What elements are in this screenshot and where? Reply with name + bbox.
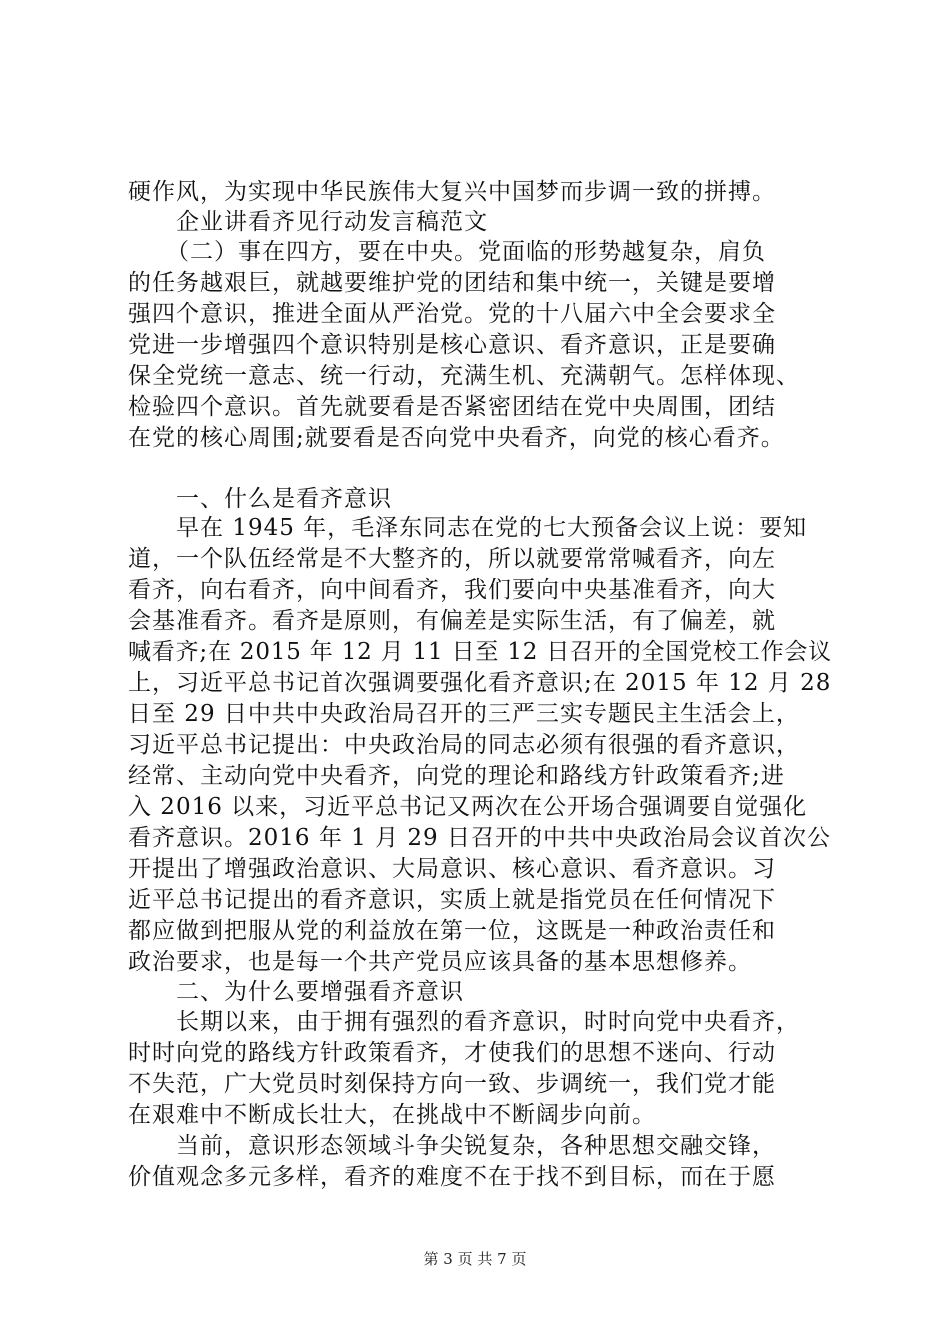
text-line: 政治要求，也是每一个共产党员应该具备的基本思想修养。 xyxy=(128,949,752,975)
text-line: 时时向党的路线方针政策看齐，才使我们的思想不迷向、行动 xyxy=(128,1040,776,1066)
text-line: 道，一个队伍经常是不大整齐的，所以就要常常喊看齐，向左 xyxy=(128,546,776,572)
text-line: 价值观念多元多样，看齐的难度不在于找不到目标，而在于愿 xyxy=(128,1164,776,1190)
text-line: 经常、主动向党中央看齐，向党的理论和路线方针政策看齐;进 xyxy=(128,763,785,789)
text-line: 在艰难中不断成长壮大，在挑战中不断阔步向前。 xyxy=(128,1102,656,1128)
text-line: 硬作风，为实现中华民族伟大复兴中国梦而步调一致的拼搏。 xyxy=(128,179,776,205)
text-line: 早在 1945 年，毛泽东同志在党的七大预备会议上说：要知 xyxy=(176,515,808,541)
text-line: 长期以来，由于拥有强烈的看齐意识，时时向党中央看齐， xyxy=(176,1009,800,1035)
text-line: 日至 29 日中共中央政治局召开的三严三实专题民主生活会上， xyxy=(128,701,800,727)
text-line: 的任务越艰巨，就越要维护党的团结和集中统一，关键是要增 xyxy=(128,270,776,296)
section-heading: 企业讲看齐见行动发言稿范文 xyxy=(176,209,488,235)
page-number-footer: 第 3 页 共 7 页 xyxy=(423,1250,527,1268)
text-line: 看齐，向右看齐，向中间看齐，我们要向中央基准看齐，向大 xyxy=(128,577,776,603)
text-line: 检验四个意识。首先就要看是否紧密团结在党中央周围，团结 xyxy=(128,394,776,420)
text-line: 党进一步增强四个意识特别是核心意识、看齐意识，正是要确 xyxy=(128,332,776,358)
text-line: 入 2016 以来，习近平总书记又两次在公开场合强调要自觉强化 xyxy=(128,794,808,820)
text-line: 看齐意识。2016 年 1 月 29 日召开的中共中央政治局会议首次公 xyxy=(128,825,831,851)
text-line: 保全党统一意志、统一行动，充满生机、充满朝气。怎样体现、 xyxy=(128,363,800,389)
text-line: 开提出了增强政治意识、大局意识、核心意识、看齐意识。习 xyxy=(128,856,776,882)
text-line: 不失范，广大党员时刻保持方向一致、步调统一，我们党才能 xyxy=(128,1071,776,1097)
text-line: 习近平总书记提出：中央政治局的同志必须有很强的看齐意识， xyxy=(128,732,800,758)
text-line: 上，习近平总书记首次强调要强化看齐意识;在 2015 年 12 月 28 xyxy=(128,670,832,696)
text-line: （二）事在四方，要在中央。党面临的形势越复杂，肩负 xyxy=(166,239,766,265)
section-heading: 一、什么是看齐意识 xyxy=(176,486,392,512)
text-line: 都应做到把服从党的利益放在第一位，这既是一种政治责任和 xyxy=(128,918,776,944)
text-line: 在党的核心周围;就要看是否向党中央看齐，向党的核心看齐。 xyxy=(128,425,785,451)
text-line: 当前，意识形态领域斗争尖锐复杂，各种思想交融交锋， xyxy=(176,1133,776,1159)
text-line: 强四个意识，推进全面从严治党。党的十八届六中全会要求全 xyxy=(128,301,776,327)
text-line: 会基准看齐。看齐是原则，有偏差是实际生活，有了偏差，就 xyxy=(128,608,776,634)
text-line: 喊看齐;在 2015 年 12 月 11 日至 12 日召开的全国党校工作会议 xyxy=(128,639,832,665)
text-line: 近平总书记提出的看齐意识，实质上就是指党员在任何情况下 xyxy=(128,887,776,913)
section-heading: 二、为什么要增强看齐意识 xyxy=(176,979,464,1005)
